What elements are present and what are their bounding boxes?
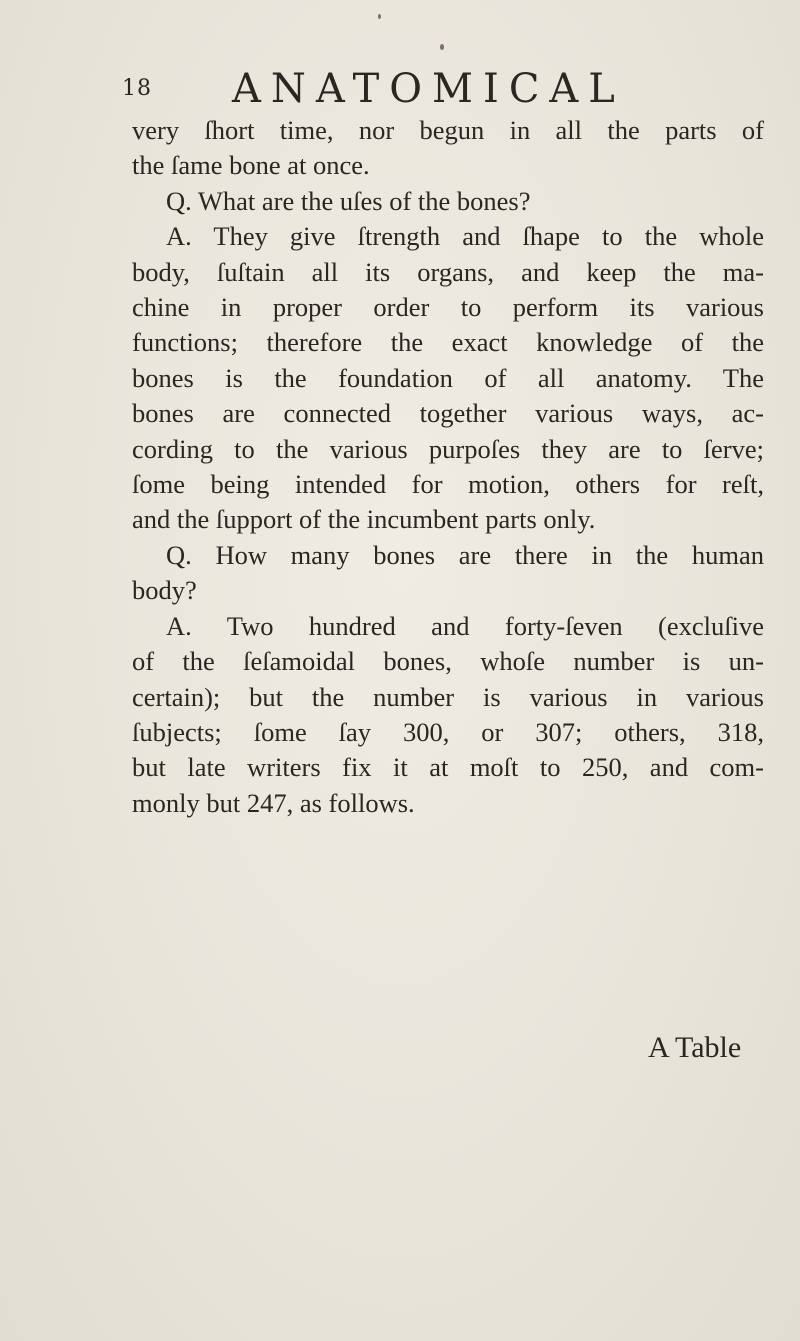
ink-speck (440, 44, 444, 50)
text-line: monly but 247, as follows. (132, 787, 415, 818)
text-line: the ſame bone at once. (132, 150, 370, 181)
text-line: very ſhort time, nor begun in all the parts of (132, 115, 764, 145)
text-line: certain); but the number is various in various (132, 681, 764, 712)
text-line: ſome being intended for motion, others for reſt, (132, 469, 764, 500)
body-text (132, 113, 764, 821)
text-line: and the ſupport of the incumbent parts only. (132, 504, 596, 535)
ink-speck (378, 14, 381, 19)
question-line: Q. What are the uſes of the bones? (166, 185, 531, 216)
question-line: Q. How many bones are there in the human (166, 539, 764, 570)
text-line: bones is the foundation of all anatomy. The (132, 362, 764, 393)
text-line: bones are connected together various ways, ac- (132, 398, 764, 429)
page-number: 18 (122, 76, 152, 101)
text-line: chine in proper order to perform its various (132, 292, 764, 323)
answer-line: A. They give ſtrength and ſhape to the whole (166, 221, 764, 252)
text-line: ſubjects; ſome ſay 300, or 307; others, 318, (132, 716, 764, 747)
catchword: A Table (648, 1031, 742, 1064)
answer-line: A. Two hundred and forty-ſeven (excluſive (166, 610, 764, 641)
running-head: ANATOMICAL (232, 66, 625, 112)
text-line: but late writers fix it at moſt to 250, and com- (132, 752, 764, 783)
text-line: cording to the various purpoſes they are to ſerve; (132, 433, 764, 464)
text-line: body, ſuſtain all its organs, and keep the ma- (132, 256, 764, 287)
page-header (0, 66, 800, 110)
text-line: functions; therefore the exact knowledge of the (132, 327, 764, 358)
text-line: of the ſeſamoidal bones, whoſe number is un- (132, 646, 764, 677)
text-line: body? (132, 575, 197, 606)
